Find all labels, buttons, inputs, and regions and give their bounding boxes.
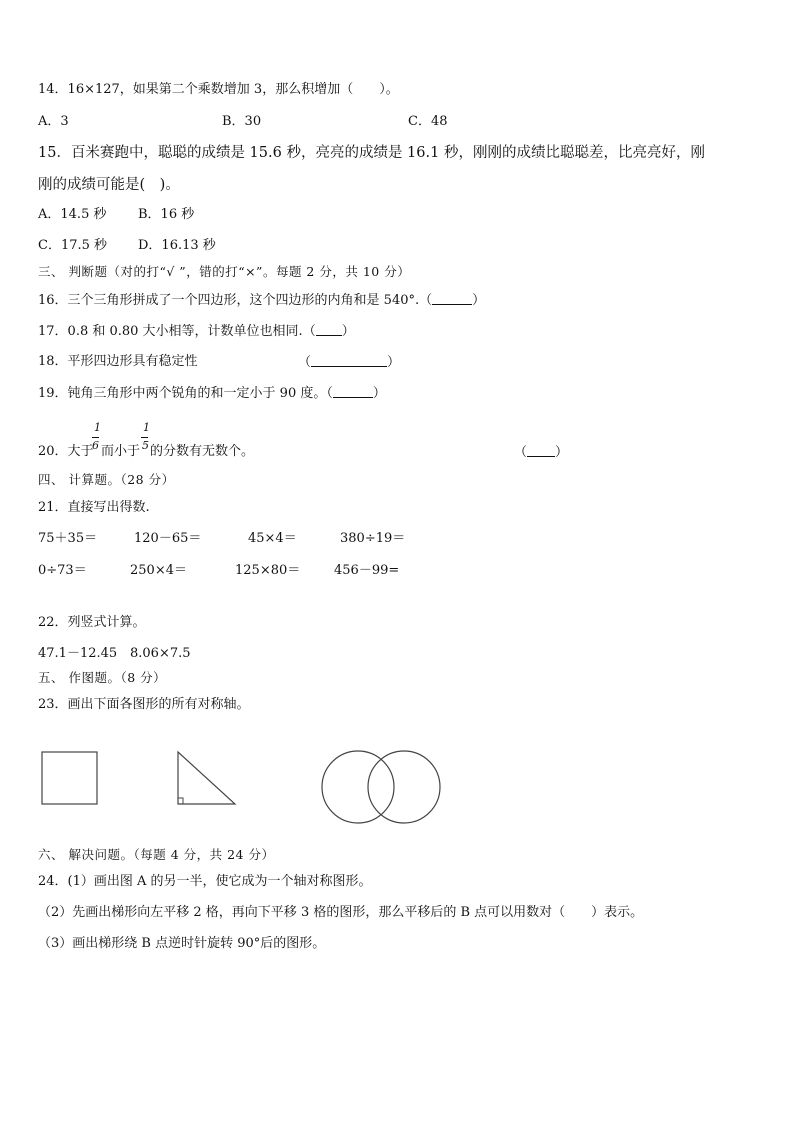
square-figure (42, 752, 97, 804)
q14-stem: 14．16×127，如果第二个乘数增加 3，那么积增加（ ）。 (38, 82, 399, 97)
q15-option-b: B．16 秒 (138, 207, 195, 222)
section3-title: 三、 判断题（对的打“√ ”，错的打“×”。每题 2 分，共 10 分） (38, 264, 411, 279)
q18-close: ） (387, 355, 401, 370)
q17-stem: 17．0.8 和 0.80 大小相等，计数单位也相同.（ (38, 324, 316, 339)
q24-part3: （3）画出梯形绕 B 点逆时针旋转 90°后的图形。 (38, 936, 326, 951)
q22-stem: 22．列竖式计算。 (38, 615, 146, 630)
section6-title: 六、 解决问题。（每题 4 分，共 24 分） (38, 847, 275, 862)
q21-expr-3: 45×4＝ (248, 531, 297, 546)
q16-stem: 16．三个三角形拼成了一个四边形，这个四边形的内角和是 540°.（ (38, 293, 433, 308)
q16-close: ） (472, 293, 486, 308)
q14-option-b: B．30 (222, 114, 262, 129)
right-angle-mark (178, 798, 183, 804)
q20-fraction2-numerator: 1 (143, 421, 150, 434)
q15-option-a: A．14.5 秒 (38, 207, 107, 222)
q19-close: ） (372, 386, 386, 401)
q24-part1: 24．(1）画出图 A 的另一半，使它成为一个轴对称图形。 (38, 874, 372, 889)
q24-part2: （2）先画出梯形向左平移 2 格，再向下平移 3 格的图形，那么平移后的 B 点可以用数对（ ）表示。 (38, 905, 644, 920)
q15-stem-line1: 15．百米赛跑中，聪聪的成绩是 15.6 秒，亮亮的成绩是 16.1 秒，刚刚的成绩比聪聪差，比亮亮好，刚 (38, 145, 705, 161)
q22-item-1: 47.1－12.45 (38, 646, 118, 661)
q20-close: ） (555, 445, 569, 460)
q23-stem: 23．画出下面各图形的所有对称轴。 (38, 697, 250, 712)
q20-middle: 而小于 (101, 444, 141, 459)
section5-title: 五、 作图题。（8 分） (38, 670, 167, 685)
q21-expr-4: 380÷19＝ (340, 531, 406, 546)
q20-open: （ (514, 445, 528, 460)
q21-expr-8: 456－99= (334, 563, 400, 578)
q21-expr-6: 250×4＝ (130, 563, 187, 578)
q15-stem-line2: 刚的成绩可能是( )。 (38, 177, 180, 193)
left-circle-figure (322, 751, 394, 823)
q18-stem: 18．平形四边形具有稳定性 (38, 354, 198, 369)
q15-option-c: C．17.5 秒 (38, 238, 108, 253)
q20-fraction1-denominator: 6 (92, 439, 99, 452)
section4-title: 四、 计算题。（28 分） (38, 472, 175, 487)
q15-option-d: D．16.13 秒 (138, 238, 216, 253)
q21-stem: 21．直接写出得数. (38, 500, 150, 515)
q14-option-a: A．3 (38, 114, 69, 129)
q20-fraction2-denominator: 5 (142, 439, 149, 452)
q18-open: （ (298, 355, 312, 370)
q19-stem: 19．钝角三角形中两个锐角的和一定小于 90 度。（ (38, 386, 333, 401)
q20-prefix: 20．大于 (38, 444, 94, 459)
q21-expr-1: 75＋35＝ (38, 531, 98, 546)
right-triangle-figure (178, 752, 235, 804)
q20-fraction1-numerator: 1 (94, 421, 101, 434)
q17-close: ） (341, 324, 355, 339)
q21-expr-2: 120－65＝ (134, 531, 202, 546)
q21-expr-7: 125×80＝ (235, 563, 301, 578)
q21-expr-5: 0÷73＝ (38, 563, 87, 578)
q14-option-c: C．48 (408, 114, 448, 129)
q20-suffix: 的分数有无数个。 (150, 444, 255, 459)
right-circle-figure (368, 751, 440, 823)
q22-item-2: 8.06×7.5 (130, 646, 191, 661)
